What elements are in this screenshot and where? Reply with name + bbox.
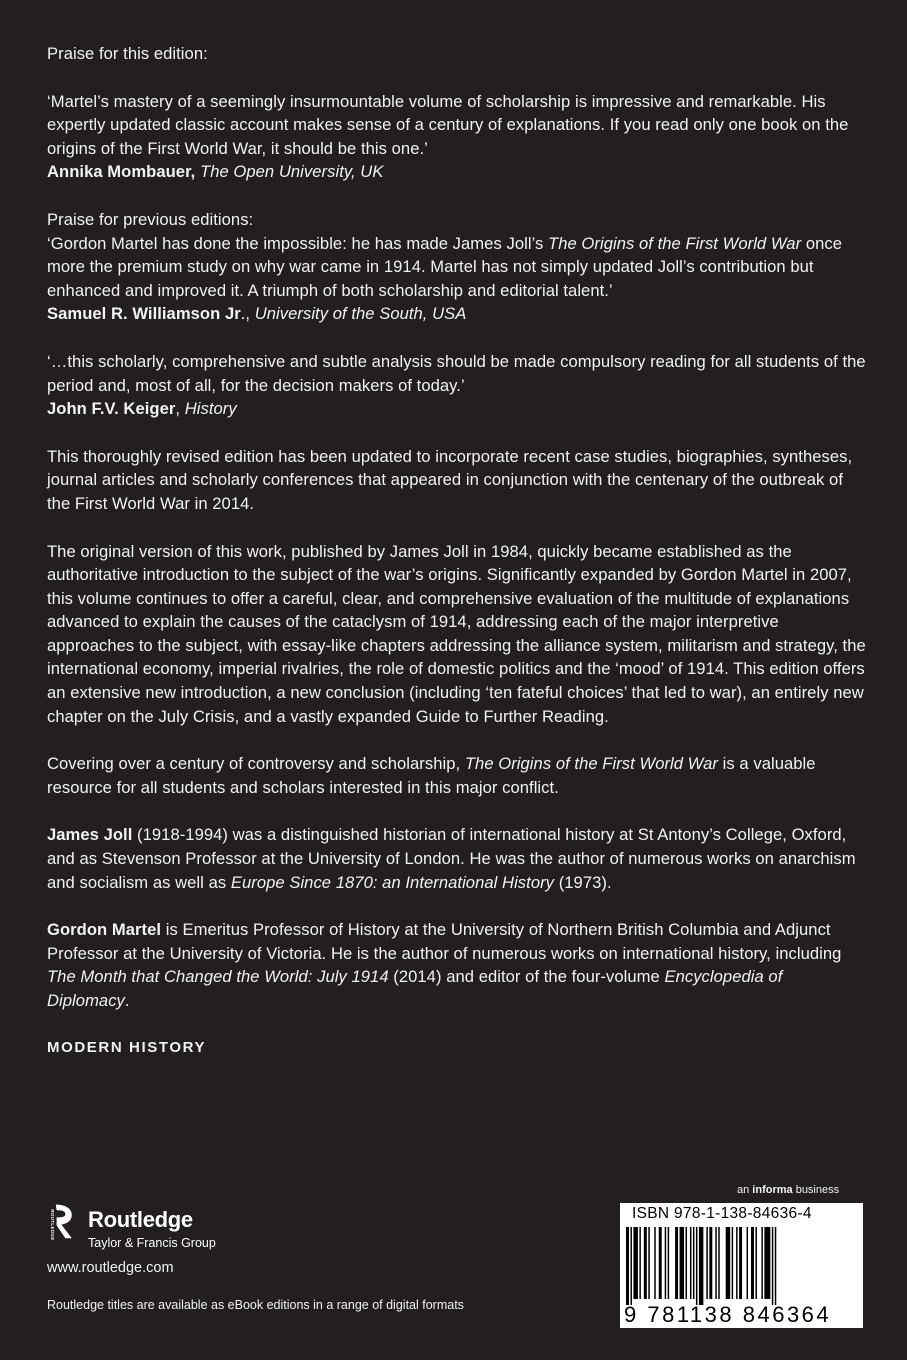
ebook-note: Routledge titles are available as eBook editions in a range of digital formats bbox=[47, 1298, 464, 1312]
barcode-digits: 9 781138 846364 bbox=[624, 1302, 832, 1327]
author-bio-joll bbox=[47, 823, 869, 894]
bio-text: (2014) and editor of the four-volume bbox=[388, 967, 665, 987]
separator: , bbox=[175, 399, 185, 419]
praise-previous-heading: Praise for previous editions: bbox=[47, 209, 254, 229]
barcode-bar bbox=[693, 1227, 694, 1299]
barcode-bars bbox=[626, 1227, 858, 1305]
paragraph-text: is a valuable resource for all students and scholars interested in this major conflict. bbox=[47, 754, 816, 797]
barcode-bar bbox=[755, 1227, 756, 1299]
author-bio-martel bbox=[47, 918, 869, 1012]
description-paragraph-3 bbox=[47, 752, 869, 799]
barcode-bar bbox=[761, 1227, 762, 1299]
book-title: The Origins of the First World War bbox=[464, 754, 718, 774]
barcode-bar bbox=[690, 1227, 691, 1299]
barcode-bar bbox=[644, 1227, 647, 1299]
description-paragraph-2: The original version of this work, published by James Joll in 1984, quickly became established as the authoritative introduction to the subject of the war’s origins. Significantly expanded by Gordon Martel in 2007, this volume continues to offer a careful, clear, and comprehensive evaluation of the multitude of explanations advanced to explain the causes of the cataclysm of 1914, addressing each of the major interpretive approaches to the subject, with essay-like chapters addressing the alliance system, militarism and strategy, the international economy, imperial rivalries, the role of domestic politics and the ‘mood’ of 1914. This edition offers an extensive new introduction, a new conclusion (including ‘ten fateful choices’ that led to war), an entirely new chapter on the July Crisis, and a vastly expanded Guide to Further Reading. bbox=[47, 541, 866, 726]
barcode-bar bbox=[639, 1227, 640, 1299]
publisher-name: Routledge bbox=[88, 1207, 193, 1232]
bio-text: (1918-1994) was a distinguished historian of international history at St Antony’s College, Oxford, and as Stevenson Professor at the University of London. He was the author of numerous works on anarchism and socialism as well as bbox=[47, 825, 856, 892]
barcode-bar bbox=[665, 1227, 666, 1299]
book-title: The Month that Changed the World: July 1914 bbox=[47, 967, 389, 987]
book-title: Europe Since 1870: an International History bbox=[230, 872, 555, 892]
barcode-bar bbox=[680, 1227, 684, 1299]
back-cover-text bbox=[47, 42, 869, 1059]
informa-business bbox=[737, 1184, 839, 1196]
informa-brand: informa bbox=[752, 1184, 793, 1196]
barcode-bar bbox=[739, 1227, 742, 1299]
quote-author: Samuel R. Williamson Jr bbox=[47, 304, 241, 324]
publisher-url[interactable]: www.routledge.com bbox=[47, 1260, 174, 1276]
barcode-bar bbox=[764, 1227, 770, 1299]
barcode-bar bbox=[706, 1227, 707, 1299]
quote-author: Annika Mombauer, bbox=[47, 162, 196, 182]
barcode-bar bbox=[715, 1227, 716, 1299]
informa-suffix: business bbox=[792, 1184, 840, 1196]
quote-affiliation: History bbox=[184, 399, 237, 419]
separator: ., bbox=[240, 304, 255, 324]
author-name: James Joll bbox=[47, 825, 133, 845]
quote-text: once more the premium study on why war came in 1914. Martel has not simply updated Joll’s contribution but enhanced and improved it. A triumph of both scholarship and editorial talent.’ bbox=[47, 233, 842, 300]
barcode-bar bbox=[686, 1227, 687, 1299]
quote-text: ‘…this scholarly, comprehensive and subtle analysis should be made compulsory reading for all students of the period and, most of all, for the decision makers of today.’ bbox=[47, 351, 866, 395]
barcode-bar bbox=[726, 1227, 730, 1299]
praise-current-quote bbox=[47, 90, 869, 184]
publisher-group: Taylor & Francis Group bbox=[88, 1236, 216, 1250]
barcode-bar bbox=[747, 1227, 748, 1299]
routledge-logo-icon bbox=[40, 1203, 78, 1251]
barcode-bar bbox=[718, 1227, 719, 1299]
quote-author: John F.V. Keiger bbox=[47, 399, 176, 419]
quote-text: ‘Martel’s mastery of a seemingly insurmountable volume of scholarship is impressive and remarkable. His expertly updated classic account makes sense of a century of explanations. If you read only one book on the origins of the First World War, it should be this one.’ bbox=[47, 91, 849, 158]
barcode-bar bbox=[709, 1227, 712, 1299]
quote-text: ‘Gordon Martel has done the impossible: he has made James Joll’s bbox=[47, 233, 549, 253]
quote-affiliation: The Open University, UK bbox=[200, 162, 384, 182]
paragraph-text: Covering over a century of controversy and scholarship, bbox=[47, 754, 465, 774]
barcode-bar bbox=[630, 1227, 631, 1305]
informa-prefix: an bbox=[737, 1184, 753, 1196]
praise-previous-quote-2 bbox=[47, 350, 869, 421]
book-title: Encyclopedia of Diplomacy bbox=[47, 967, 783, 1010]
barcode-bar bbox=[654, 1227, 655, 1299]
barcode-bar bbox=[775, 1227, 776, 1305]
barcode-bar bbox=[732, 1227, 733, 1299]
isbn-barcode bbox=[620, 1203, 863, 1328]
barcode-bar bbox=[675, 1227, 678, 1299]
quote-affiliation: University of the South, USA bbox=[254, 304, 467, 324]
svg-text:ROUTLEDGE: ROUTLEDGE bbox=[50, 1209, 55, 1241]
subject-category: MODERN HISTORY bbox=[47, 1038, 207, 1056]
barcode-bar bbox=[648, 1227, 649, 1299]
bio-text: is Emeritus Professor of History at the University of Northern British Columbia and Adjunct Professor at the University of Victoria. He is the author of numerous works on international history, including bbox=[47, 920, 842, 963]
barcode-bar bbox=[659, 1227, 662, 1299]
author-name: Gordon Martel bbox=[47, 920, 162, 940]
barcode-bar bbox=[633, 1227, 637, 1299]
bio-text: (1973). bbox=[554, 872, 612, 892]
barcode-bar bbox=[696, 1227, 697, 1305]
barcode-bar bbox=[772, 1227, 773, 1305]
praise-previous-quote-1 bbox=[47, 232, 869, 326]
barcode-bar bbox=[736, 1227, 737, 1299]
praise-current-heading: Praise for this edition: bbox=[47, 44, 208, 63]
bio-text: . bbox=[124, 991, 130, 1010]
description-paragraph-1: This thoroughly revised edition has been updated to incorporate recent case studies, biographies, syntheses, journal articles and scholarly conferences that appeared in conjunction with the centenary of the outbreak of the First World War in 2014. bbox=[47, 446, 853, 513]
book-title: The Origins of the First World War bbox=[548, 233, 802, 253]
barcode-bar bbox=[699, 1227, 703, 1305]
barcode-bar bbox=[751, 1227, 754, 1299]
barcode-bar bbox=[626, 1227, 629, 1305]
barcode-bar bbox=[668, 1227, 669, 1299]
isbn-label: ISBN 978-1-138-84636-4 bbox=[632, 1205, 812, 1222]
